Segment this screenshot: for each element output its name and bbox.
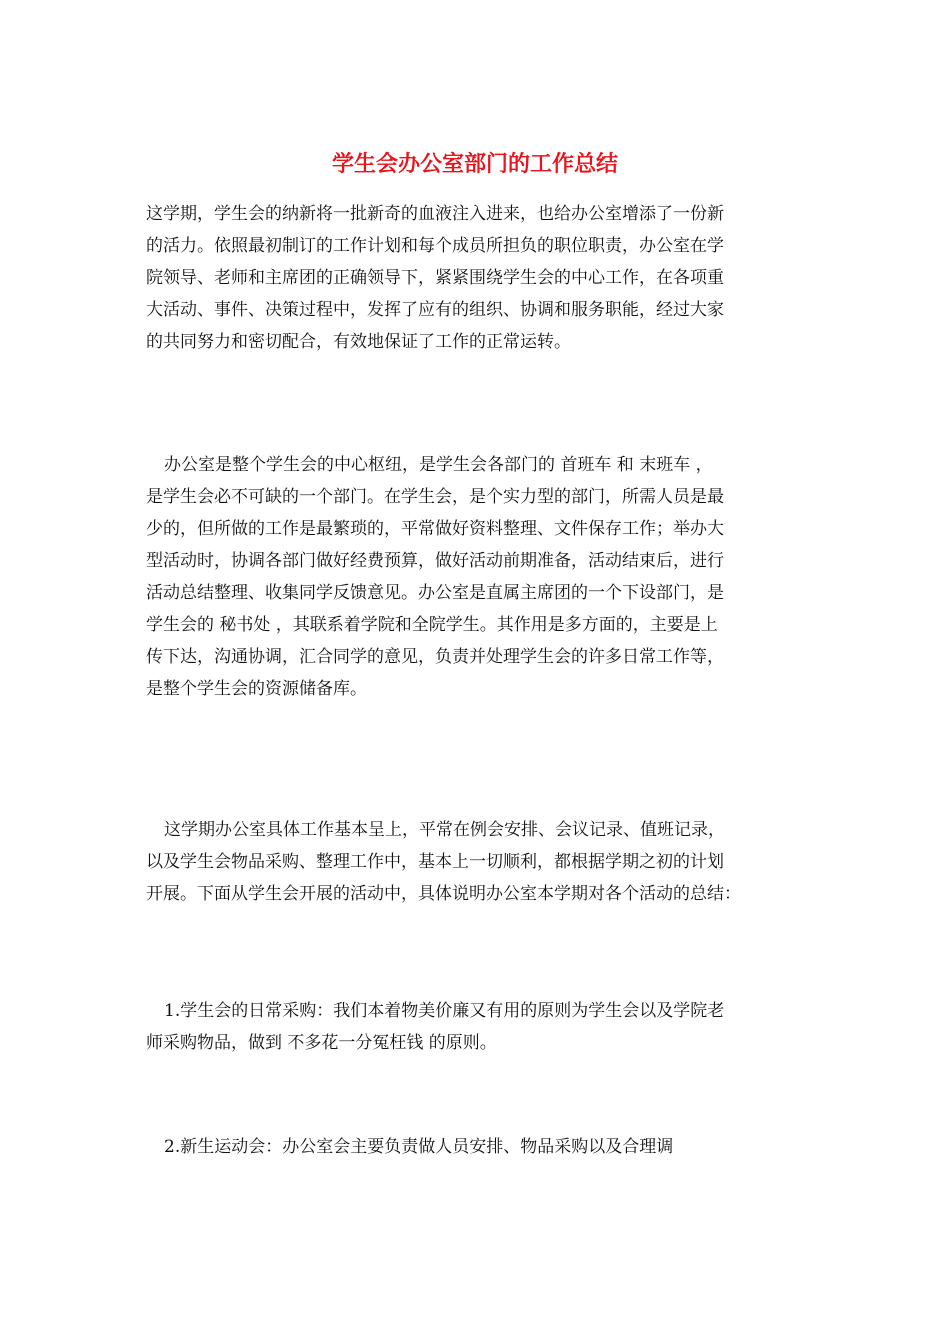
- paragraph-line: 院领导、老师和主席团的正确领导下，紧紧围绕学生会的中心工作，在各项重: [146, 268, 724, 288]
- paragraph-semester-work: [146, 814, 806, 910]
- paragraph-item-2: [146, 1131, 806, 1163]
- paragraph-line: 办公室是整个学生会的中心枢纽，是学生会各部门的 首班车 和 末班车 ，: [164, 455, 713, 475]
- paragraph-intro: [146, 198, 806, 358]
- paragraph-line: 这学期，学生会的纳新将一批新奇的血液注入进来，也给办公室增添了一份新: [146, 204, 724, 224]
- paragraph-line: 的共同努力和密切配合，有效地保证了工作的正常运转。: [146, 332, 571, 352]
- paragraph-line: 型活动时，协调各部门做好经费预算，做好活动前期准备，活动结束后，进行: [146, 551, 724, 571]
- paragraph-office-role: [146, 449, 806, 705]
- paragraph-line: 以及学生会物品采购、整理工作中，基本上一切顺利，都根据学期之初的计划: [146, 852, 724, 872]
- paragraph-line: 活动总结整理、收集同学反馈意见。办公室是直属主席团的一个下设部门，是: [146, 583, 724, 603]
- paragraph-line: 开展。下面从学生会开展的活动中，具体说明办公室本学期对各个活动的总结：: [146, 884, 741, 904]
- paragraph-line: 大活动、事件、决策过程中，发挥了应有的组织、协调和服务职能，经过大家: [146, 300, 724, 320]
- paragraph-line: 传下达，沟通协调，汇合同学的意见，负责并处理学生会的许多日常工作等，: [146, 647, 724, 667]
- paragraph-line: 的活力。依照最初制订的工作计划和每个成员所担负的职位职责，办公室在学: [146, 236, 724, 256]
- paragraph-line: 学生会的 秘书处 ，其联系着学院和全院学生。其作用是多方面的，主要是上: [146, 615, 718, 635]
- paragraph-item-1: [146, 995, 806, 1059]
- paragraph-line: 这学期办公室具体工作基本呈上，平常在例会安排、会议记录、值班记录，: [164, 820, 725, 840]
- paragraph-line: 是学生会必不可缺的一个部门。在学生会，是个实力型的部门，所需人员是最: [146, 487, 724, 507]
- paragraph-line: 师采购物品，做到 不多花一分冤枉钱 的原则。: [146, 1033, 497, 1053]
- document-title: 学生会办公室部门的工作总结: [331, 152, 618, 177]
- paragraph-line: 1.学生会的日常采购：我们本着物美价廉又有用的原则为学生会以及学院老: [164, 1001, 725, 1021]
- paragraph-line: 少的，但所做的工作是最繁琐的，平常做好资料整理、文件保存工作；举办大: [146, 519, 724, 539]
- paragraph-line: 是整个学生会的资源储备库。: [146, 679, 367, 699]
- paragraph-line: 2.新生运动会：办公室会主要负责做人员安排、物品采购以及合理调: [164, 1137, 674, 1157]
